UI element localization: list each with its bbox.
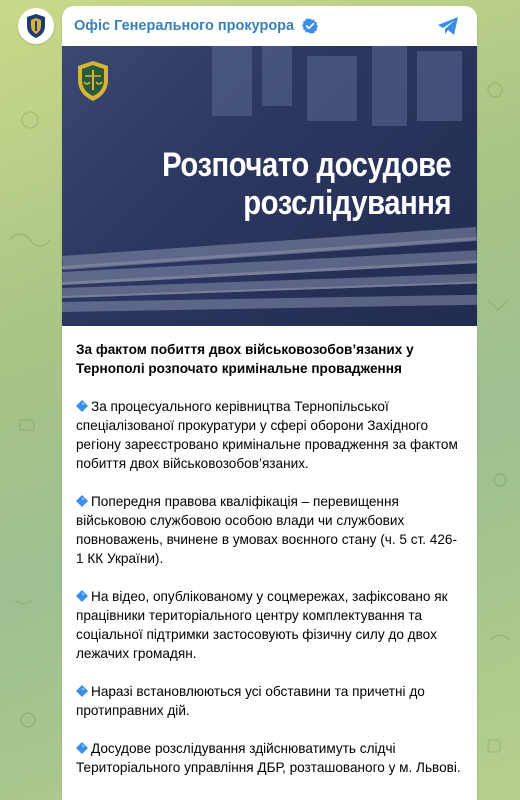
message-header bbox=[62, 6, 477, 46]
post-paragraph-text: Наразі встановлюються усі обставини та причетні до протиправних дій. bbox=[76, 684, 425, 718]
blue-diamond-icon bbox=[76, 685, 88, 697]
post-text bbox=[62, 326, 477, 777]
prosecutor-emblem-icon bbox=[76, 60, 110, 102]
post-paragraph bbox=[76, 492, 464, 568]
blue-diamond-icon bbox=[76, 400, 88, 412]
verified-badge-icon bbox=[302, 18, 318, 34]
post-paragraph-text: За процесуального керівництва Тернопільської спеціалізованої прокуратури у сфері оборони Західного регіону зареєстровано кримінальне провадження за фактом побиття двох військовозобов’язаних. bbox=[76, 399, 458, 471]
post-paragraph bbox=[76, 739, 464, 777]
media-title-line: розслідування bbox=[243, 184, 451, 222]
media-title bbox=[162, 146, 451, 222]
post-lead: За фактом побиття двох військовозобов’язаних у Тернополі розпочато кримінальне провадження bbox=[76, 342, 414, 376]
post-paragraph-text: Попередня правова кваліфікація – перевищення військовою службовою особою влади чи службових повноважень, вчинене в умовах воєнного стану (ч. 5 ст. 426-1 КК України). bbox=[76, 494, 458, 566]
post-paragraph-text: Досудове розслідування здійснюватимуть слідчі Територіального управління ДБР, розташованого у м. Львові. bbox=[76, 741, 461, 775]
prosecutor-emblem-icon bbox=[25, 13, 47, 39]
blue-diamond-icon bbox=[76, 590, 88, 602]
channel-avatar[interactable] bbox=[18, 8, 54, 44]
post-paragraph bbox=[76, 587, 464, 663]
post-image[interactable] bbox=[62, 46, 477, 326]
channel-name[interactable]: Офіс Генерального прокурора bbox=[74, 18, 295, 34]
media-title-line: Розпочато досудове bbox=[161, 146, 451, 184]
blue-diamond-icon bbox=[76, 495, 88, 507]
post-paragraph-text: На відео, опублікованому у соцмережах, зафіксовано як працівники територіального центру комплектування та соціальної підтримки застосовують фізичну силу до двох лежачих громадян. bbox=[76, 589, 448, 661]
blue-diamond-icon bbox=[76, 742, 88, 754]
post-paragraph bbox=[76, 397, 464, 473]
message-bubble bbox=[62, 6, 477, 800]
post-paragraph bbox=[76, 682, 464, 720]
telegram-share-icon[interactable] bbox=[437, 16, 459, 36]
